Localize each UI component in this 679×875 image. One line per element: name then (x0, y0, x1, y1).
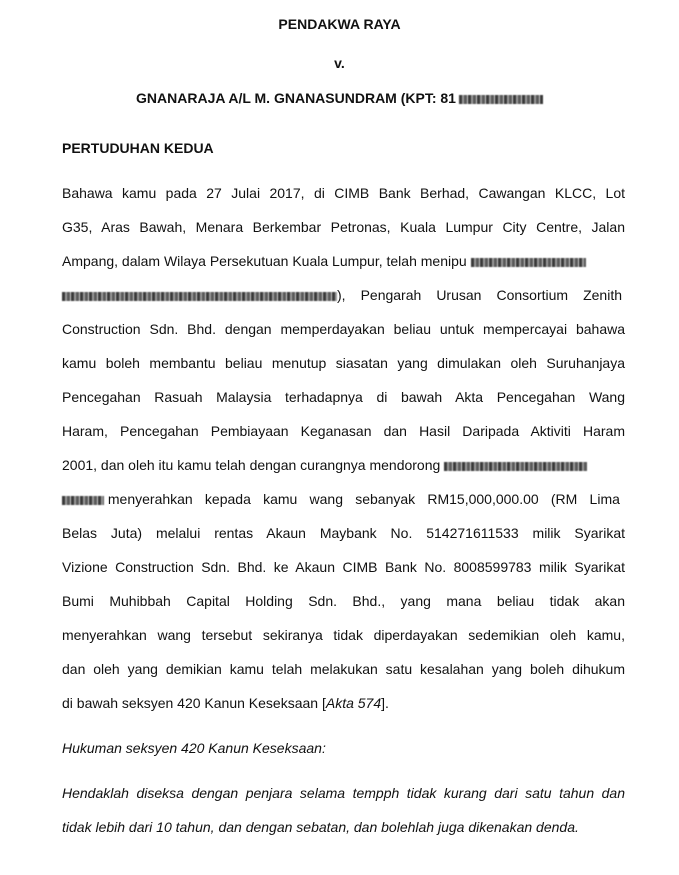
versus-label: v. (334, 55, 345, 71)
punishment-line: tidak lebih dari 10 tahun, dan dengan sebatan, dan bolehlah juga dikenakan denda. (62, 819, 579, 835)
charge-line: Vizione Construction Sdn. Bhd. ke Akaun CIMB Bank No. 8008599783 milik Syarikat (62, 559, 625, 575)
redaction-block (459, 95, 543, 104)
charge-line-text: 2001, dan oleh itu kamu telah dengan curangnya mendorong (62, 457, 441, 473)
charge-line: dan oleh yang demikian kamu telah melakukan satu kesalahan yang boleh dihukum (62, 661, 625, 677)
charge-line (62, 448, 625, 482)
accused-name (0, 90, 679, 106)
charge-line: Bahawa kamu pada 27 Julai 2017, di CIMB Bank Berhad, Cawangan KLCC, Lot (62, 185, 625, 201)
charge-line: Bumi Muhibbah Capital Holding Sdn. Bhd., yang mana beliau tidak akan (62, 593, 625, 609)
charge-line: Construction Sdn. Bhd. dengan memperdayakan beliau untuk mempercayai bahawa (62, 321, 625, 337)
charge-title: PERTUDUHAN KEDUA (62, 140, 214, 156)
charge-line-text: Ampang, dalam Wilaya Persekutuan Kuala Lumpur, telah menipu (62, 253, 467, 269)
charge-line-text: di bawah seksyen 420 Kanun Keseksaan [ (62, 695, 326, 711)
accused-name-text: GNANARAJA A/L M. GNANASUNDRAM (KPT: 81 (136, 90, 456, 106)
redaction-block (62, 292, 337, 301)
charge-line (62, 686, 625, 720)
charge-line: G35, Aras Bawah, Menara Berkembar Petronas, Kuala Lumpur City Centre, Jalan (62, 219, 625, 235)
charge-line: menyerahkan wang tersebut sekiranya tidak diperdayakan sedemikian oleh kamu, (62, 627, 625, 643)
charge-line: Haram, Pencegahan Pembiayaan Keganasan dan Hasil Daripada Aktiviti Haram (62, 423, 625, 439)
punishment-paragraph (62, 776, 625, 844)
charge-line: kamu boleh membantu beliau menutup siasatan yang dimulakan oleh Suruhanjaya (62, 355, 625, 371)
charge-line-text: ]. (381, 695, 389, 711)
charge-line (62, 278, 625, 312)
charge-paragraph (62, 176, 625, 720)
charge-line (62, 482, 625, 516)
redaction-block (444, 462, 587, 471)
charge-line-text: menyerahkan kepada kamu wang sebanyak RM15,000,000.00 (RM Lima (107, 491, 620, 507)
punishment-line: Hendaklah diseksa dengan penjara selama tempph tidak kurang dari satu tahun dan (62, 785, 625, 801)
punishment-title: Hukuman seksyen 420 Kanun Keseksaan: (62, 740, 326, 756)
act-reference: Akta 574 (325, 695, 382, 711)
charge-line-text: ), Pengarah Urusan Consortium Zenith (337, 287, 622, 303)
redaction-block (62, 496, 104, 505)
prosecutor-title: PENDAKWA RAYA (278, 16, 401, 32)
charge-line: Pencegahan Rasuah Malaysia terhadapnya di bawah Akta Pencegahan Wang (62, 389, 625, 405)
charge-line: Belas Juta) melalui rentas Akaun Maybank No. 514271611533 milik Syarikat (62, 525, 625, 541)
redaction-block (471, 258, 586, 267)
charge-line (62, 244, 625, 278)
